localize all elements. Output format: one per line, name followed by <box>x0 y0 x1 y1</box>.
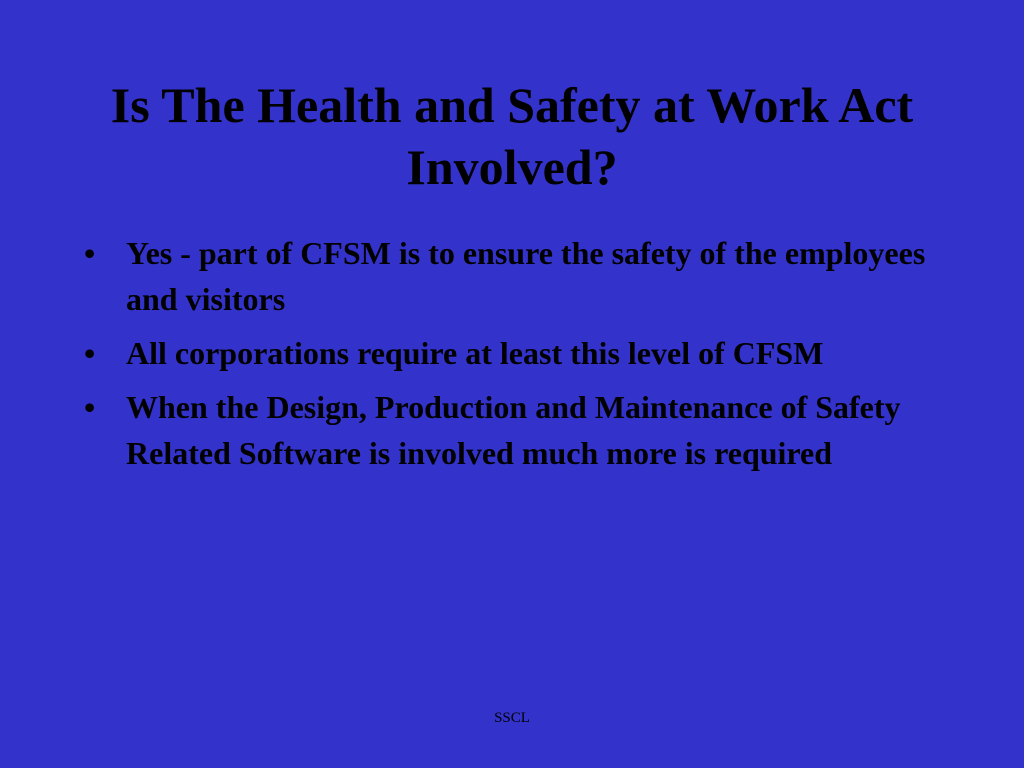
bullet-text: All corporations require at least this level of CFSM <box>126 335 824 371</box>
bullet-marker: • <box>84 389 96 425</box>
slide-title: Is The Health and Safety at Work Act Involved? <box>110 77 914 195</box>
bullet-marker: • <box>84 335 96 371</box>
bullet-text: When the Design, Production and Maintenance of Safety Related Software is involved much more is required <box>126 389 901 471</box>
bullet-item <box>84 330 964 376</box>
bullet-marker: • <box>84 235 96 271</box>
bullet-item <box>84 230 964 322</box>
slide-footer: SSCL <box>494 710 530 726</box>
bullet-text: Yes - part of CFSM is to ensure the safety of the employees and visitors <box>126 235 926 317</box>
bullet-item <box>84 384 964 476</box>
bullet-list <box>84 230 964 484</box>
